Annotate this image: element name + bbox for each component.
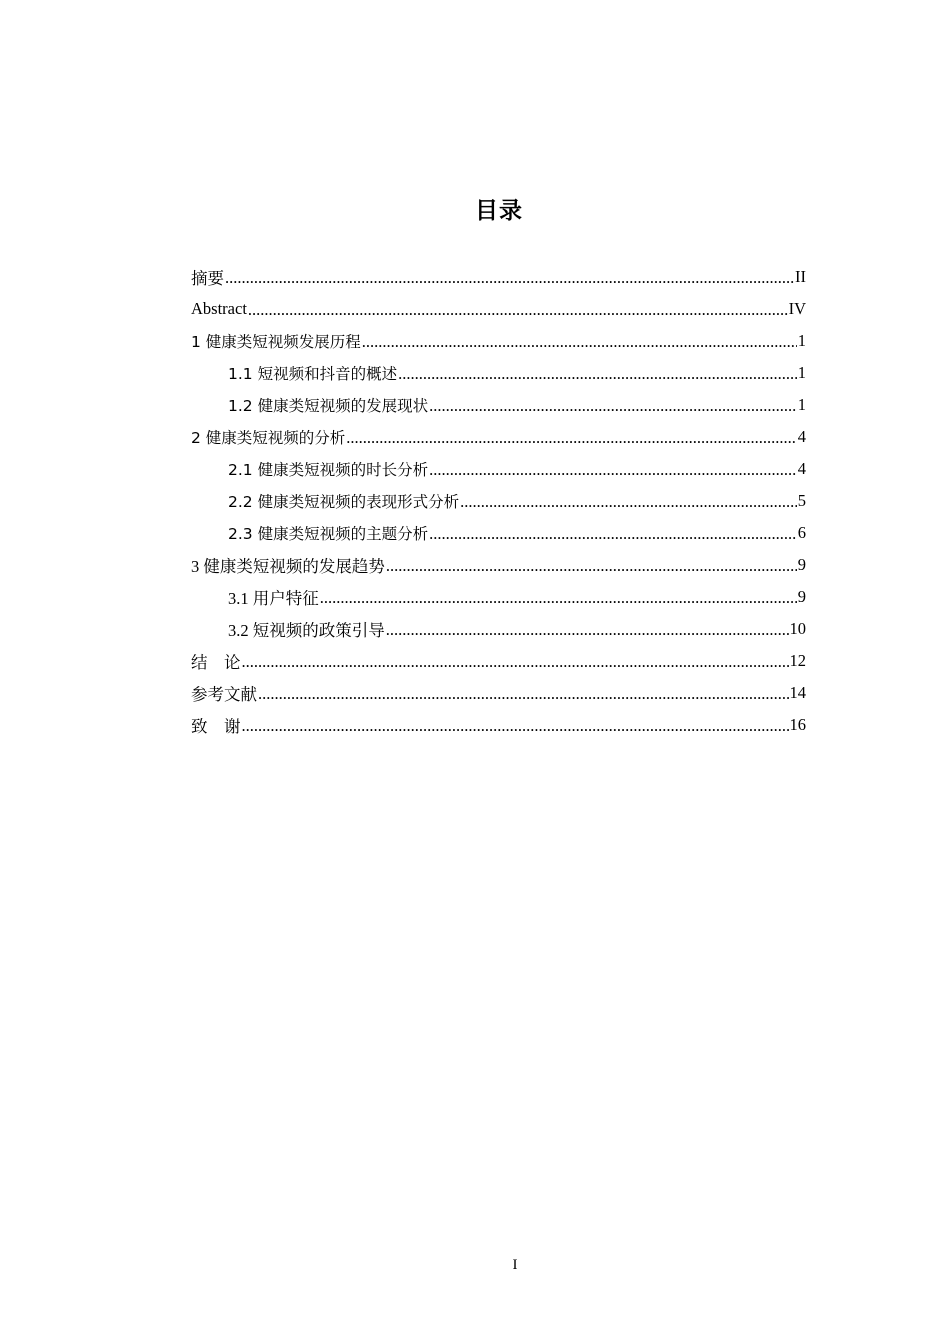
toc-dot-leader	[386, 620, 789, 640]
toc-entry-section-1-1[interactable]	[191, 357, 806, 389]
toc-dot-leader	[320, 588, 797, 608]
toc-dot-leader	[346, 428, 796, 448]
toc-entry-page: 1	[797, 331, 806, 350]
toc-entry-label: 2.2 健康类短视频的表现形式分析	[228, 493, 460, 511]
toc-dot-leader	[386, 556, 797, 576]
toc-entry-conclusion[interactable]	[191, 645, 806, 677]
toc-entry-label: 3 健康类短视频的发展趋势	[191, 557, 385, 576]
toc-entry-chapter-1[interactable]	[191, 325, 806, 357]
toc-entry-label: 结 论	[191, 653, 241, 672]
toc-entry-section-3-1[interactable]	[191, 581, 806, 613]
page-number: I	[512, 1257, 518, 1273]
toc-entry-page: 14	[789, 683, 806, 702]
toc-entry-label: 3.2 短视频的政策引导	[228, 621, 385, 640]
toc-entry-label: 参考文献	[191, 685, 257, 704]
toc-dot-leader	[242, 716, 789, 736]
toc-entry-section-3-2[interactable]	[191, 613, 806, 645]
page-title: 目录	[475, 198, 523, 224]
toc-entry-label: 1 健康类短视频发展历程	[191, 333, 361, 351]
toc-entry-label: Abstract	[191, 299, 247, 318]
toc-entry-references[interactable]	[191, 677, 806, 709]
toc-dot-leader	[258, 684, 789, 704]
toc-entry-label: 3.1 用户特征	[228, 589, 319, 608]
toc-dot-leader	[225, 268, 794, 288]
toc-entry-page: 16	[789, 715, 806, 734]
toc-entry-label: 摘要	[191, 269, 224, 288]
toc-entry-label: 2 健康类短视频的分析	[191, 429, 346, 447]
toc-entry-section-2-3[interactable]	[191, 517, 806, 549]
toc-entry-abstract-en[interactable]	[191, 293, 806, 325]
toc-entry-page: 1	[797, 395, 806, 414]
toc-entry-section-2-2[interactable]	[191, 485, 806, 517]
toc-dot-leader	[429, 460, 797, 480]
toc-entry-chapter-2[interactable]	[191, 421, 806, 453]
toc-entry-label: 2.3 健康类短视频的主题分析	[228, 525, 429, 543]
toc-dot-leader	[429, 524, 797, 544]
toc-dot-leader	[362, 332, 797, 352]
toc-entry-page: IV	[788, 299, 806, 318]
toc-entry-section-1-2[interactable]	[191, 389, 806, 421]
toc-entry-section-2-1[interactable]	[191, 453, 806, 485]
toc-entry-label: 1.2 健康类短视频的发展现状	[228, 397, 429, 415]
toc-entry-page: 6	[797, 523, 806, 542]
toc-entry-abstract-cn[interactable]	[191, 261, 806, 293]
toc-entry-label: 1.1 短视频和抖音的概述	[228, 365, 398, 383]
toc-entry-page: 9	[797, 587, 806, 606]
toc-entry-page: 4	[797, 427, 806, 446]
toc-entry-page: 4	[797, 459, 806, 478]
toc-entry-page: 12	[789, 651, 806, 670]
toc-entry-page: 9	[797, 555, 806, 574]
table-of-contents	[191, 261, 806, 741]
toc-entry-acknowledgements[interactable]	[191, 709, 806, 741]
toc-entry-page: 5	[797, 491, 806, 510]
toc-dot-leader	[248, 300, 788, 320]
toc-dot-leader	[460, 492, 797, 512]
toc-entry-page: 10	[789, 619, 806, 638]
toc-entry-page: 1	[797, 363, 806, 382]
toc-entry-page: II	[795, 267, 806, 286]
toc-entry-label: 致 谢	[191, 717, 241, 736]
toc-dot-leader	[398, 364, 797, 384]
toc-entry-label: 2.1 健康类短视频的时长分析	[228, 461, 429, 479]
toc-dot-leader	[429, 396, 797, 416]
toc-entry-chapter-3[interactable]	[191, 549, 806, 581]
toc-dot-leader	[242, 652, 789, 672]
